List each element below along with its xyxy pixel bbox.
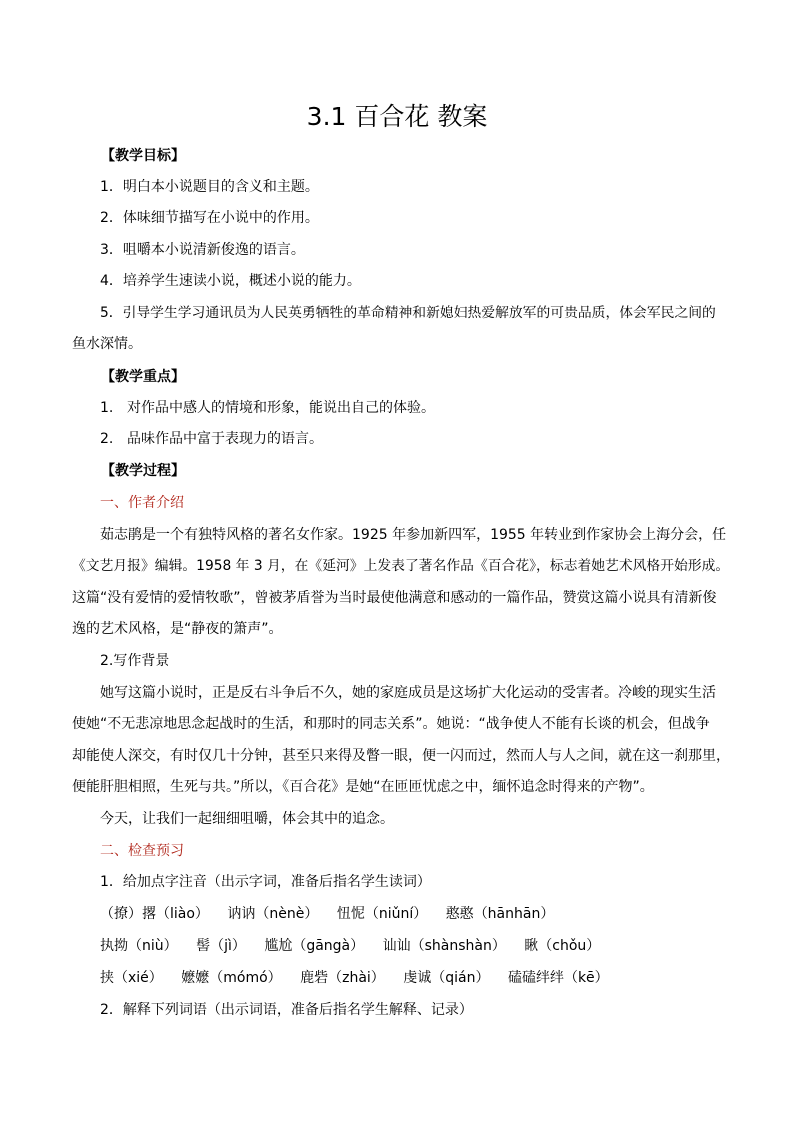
vocab-word: 挟 [100,970,114,986]
key-point-text: 品味作品中富于表现力的语言。 [127,431,323,447]
vocab-pinyin: （nènè） [255,906,319,922]
pinyin-row [100,968,760,988]
vocab-word: 瞅 [524,938,539,954]
vocab-word: 嬷嬷 [181,970,210,986]
vocab-word: （撩）撂 [100,906,156,922]
goal-item: 1．明白本小说题目的含义和主题。 [100,179,319,195]
vocab-word: 鹿砦 [300,970,329,986]
part1-paragraph-line: 这篇“没有爱情的爱情牧歌”，曾被茅盾誉为当时最使他满意和感动的一篇作品，赞赏这篇小说具有清新俊 [72,590,717,606]
key-point-item [100,429,760,449]
key-point-number: 1. [100,400,114,416]
background-paragraph-line: 却能使人深交，有时仅几十分钟，甚至只来得及瞥一眼，便一闪而过，然而人与人之间，就在这一刹那里， [72,748,730,764]
key-point-number: 2. [100,431,114,447]
preview-item: 2．解释下列词语（出示词语，准备后指名学生解释、记录） [100,1002,473,1018]
goal-item: 4．培养学生速读小说，概述小说的能力。 [100,273,361,289]
vocab-pinyin: （xié） [114,970,163,986]
vocab-word: 讪讪 [382,938,411,954]
vocab-word: 执拗 [100,938,128,954]
part2-heading: 二、检查预习 [100,843,184,859]
vocab-pinyin: （jì） [210,938,246,954]
vocab-pinyin: （liào） [156,906,209,922]
background-paragraph-line: 她写这篇小说时，正是反右斗争后不久，她的家庭成员是这场扩大化运动的受害者。冷峻的现实生活 [100,685,716,701]
vocab-pinyin: （qián） [431,970,490,986]
vocab-word: 磕磕绊绊 [507,970,564,986]
document-title: 3.1 百合花 教案 [306,102,488,131]
vocab-word: 憨憨 [445,906,474,922]
part1-paragraph-line: 茹志鹃是一个有独特风格的著名女作家。1925 年参加新四军，1955 年转业到作家协会上海分会，任 [100,527,727,543]
vocab-word: 尴尬 [264,938,293,954]
pinyin-row [100,904,760,924]
goal-item: 3．咀嚼本小说清新俊逸的语言。 [100,242,305,258]
part1-paragraph-line: 逸的艺术风格，是“静夜的箫声”。 [72,621,283,637]
vocab-pinyin: （mómó） [209,970,282,986]
vocab-word: 忸怩 [336,906,365,922]
vocab-word: 讷讷 [227,906,256,922]
goal-item: 5．引导学生学习通讯员为人民英勇牺牲的革命精神和新媳妇热爱解放军的可贵品质，体会军民之间的 [100,305,716,321]
vocab-word: 虔诚 [403,970,432,986]
vocab-word: 髻 [196,938,211,954]
key-point-item [100,398,760,418]
vocab-pinyin: （gāngà） [292,938,365,954]
goals-heading: 【教学目标】 [101,148,185,164]
vocab-pinyin: （shànshàn） [410,938,506,954]
preview-item: 1．给加点字注音（出示字词，准备后指名学生读词） [100,874,431,890]
vocab-pinyin: （chǒu） [538,938,601,954]
vocab-pinyin: （hānhān） [473,906,555,922]
key-points-heading: 【教学重点】 [101,369,185,385]
part1-heading: 一、作者介绍 [100,495,184,511]
process-heading: 【教学过程】 [101,463,185,479]
vocab-pinyin: （niǔní） [364,906,428,922]
background-paragraph-line: 便能肝胆相照，生死与共。”所以，《百合花》是她“在匝匝忧虑之中，缅怀追念时得来的产物”。 [72,779,654,795]
goal-item: 2．体味细节描写在小说中的作用。 [100,210,319,226]
key-point-text: 对作品中感人的情境和形象，能说出自己的体验。 [127,400,435,416]
background-paragraph-line: 使她“不无悲凉地思念起战时的生活，和那时的同志关系”。她说：“战争使人不能有长谈的机会，但战争 [72,716,710,732]
vocab-pinyin: （niù） [128,938,178,954]
vocab-pinyin: （zhài） [328,970,385,986]
pinyin-row [100,936,760,956]
vocab-pinyin: （kē） [563,970,609,986]
background-heading: 2.写作背景 [100,653,170,669]
part1-paragraph-line: 《文艺月报》编辑。1958 年 3 月，在《延河》上发表了著名作品《百合花》，标志着她艺术风格开始形成。 [72,558,730,574]
today-line: 今天，让我们一起细细咀嚼，体会其中的追念。 [100,811,394,827]
goal-item-continuation: 鱼水深情。 [72,336,142,352]
